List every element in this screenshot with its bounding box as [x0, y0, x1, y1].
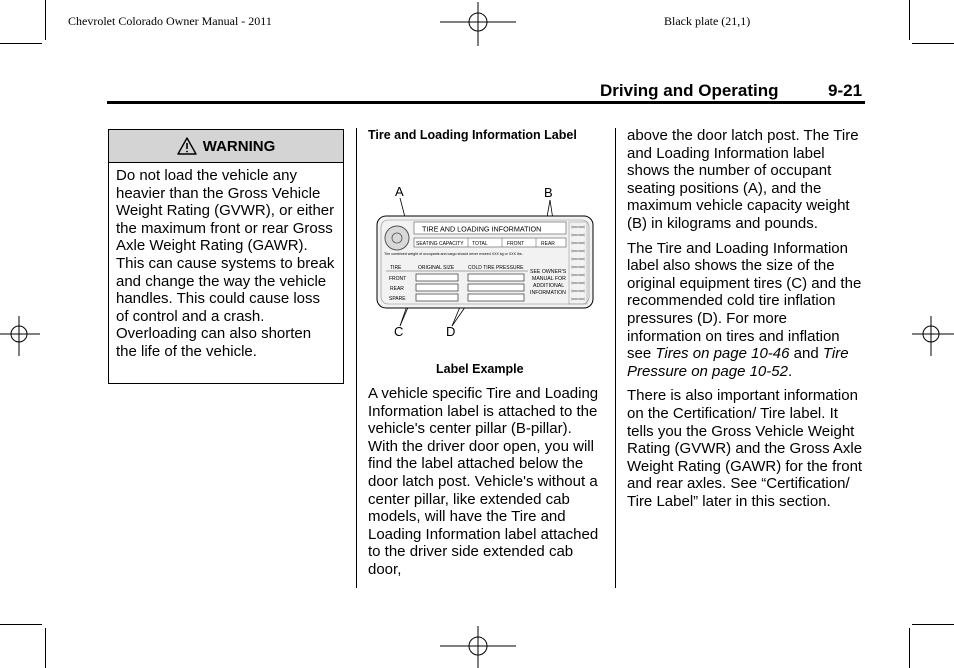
- middle-column-text: [368, 385, 604, 586]
- tires-page-link[interactable]: Tires on page 10-46: [655, 345, 790, 363]
- header-rule: [107, 101, 865, 104]
- row-rear: REAR: [390, 286, 404, 292]
- crop-mark: [909, 628, 910, 668]
- page-number: 9-21: [828, 81, 863, 100]
- crop-mark: [0, 624, 42, 625]
- see-manual-line-3: ADDITIONAL: [533, 283, 565, 289]
- callout-b: B: [544, 185, 553, 200]
- tire-pressure-page-link[interactable]: Tire Pressure on page 10-52: [627, 345, 849, 380]
- column-divider: [356, 128, 357, 588]
- callout-a: A: [395, 184, 404, 199]
- label-heading: TIRE AND LOADING INFORMATION: [422, 224, 542, 234]
- see-manual-line-4: INFORMATION: [530, 290, 566, 296]
- paragraph-2-end: .: [787, 362, 793, 380]
- right-column-text: [627, 127, 863, 517]
- col-cold-pressure: COLD TIRE PRESSURE: [468, 265, 524, 271]
- crop-mark: [0, 43, 42, 44]
- crop-mark: [45, 0, 46, 40]
- warning-header: [109, 130, 343, 163]
- paragraph-3: There is also important information on the Certification/ Tire label. It tells you the Gross Vehicle Weight Rating (GVWR) and the Gross Axle Weight Rating (GAWR) for the front and rear axles. See “Certification/ Tire Label” later in this section.: [627, 387, 863, 510]
- plate-label: Black plate (21,1): [664, 14, 751, 28]
- warning-triangle-icon: [177, 137, 197, 155]
- callout-d: D: [446, 324, 456, 339]
- see-manual-line-1: SEE OWNER'S: [530, 269, 567, 275]
- crop-mark: [912, 624, 954, 625]
- rear-seat-label: REAR: [541, 241, 555, 247]
- section-title: Driving and Operating: [600, 81, 779, 100]
- registration-mark-left: [0, 316, 40, 356]
- paragraph-2-and: and: [789, 345, 823, 363]
- paragraph: A vehicle specific Tire and Loading Information label is attached to the vehicle's center pillar (B-pillar). With the driver door open, you will find the label attached below the door latch post. Vehicle's without a center pillar, like extended cab models, will have the Tire and Loading Information label attached to the driver side extended cab door,: [368, 385, 599, 578]
- row-front: FRONT: [389, 276, 407, 282]
- combined-weight-note: The combined weight of occupants and cargo should never exceed XXX kg or XXX lbs.: [384, 252, 523, 256]
- warning-title: WARNING: [202, 137, 276, 155]
- row-spare: SPARE: [389, 296, 406, 302]
- registration-mark-top: [440, 2, 516, 46]
- col-tire: TIRE: [390, 265, 402, 271]
- manual-title: Chevrolet Colorado Owner Manual - 2011: [68, 14, 272, 28]
- col-original-size: ORIGINAL SIZE: [418, 265, 455, 271]
- paragraph-1: above the door latch post. The Tire and Loading Information label shows the number of occupant seating positions (A), and the maximum vehicle capacity weight (B) in kilograms and pounds.: [627, 127, 859, 232]
- figure-caption: Label Example: [436, 362, 524, 376]
- crop-mark: [45, 628, 46, 668]
- warning-box: [108, 129, 344, 384]
- total-label: TOTAL: [472, 241, 488, 247]
- crop-mark: [912, 43, 954, 44]
- registration-mark-bottom: [440, 626, 516, 668]
- paragraph-2: [627, 240, 863, 381]
- warning-text: Do not load the vehicle any heavier than the Gross Vehicle Weight Rating (GVWR), or either the maximum front or rear Gross Axle Weight Rating (GAWR). This can cause systems to break and change the way the vehicle handles. This could cause loss of control and a crash. Overloading can also shorten the life of the vehicle.: [116, 167, 335, 360]
- callout-c: C: [394, 324, 404, 339]
- figure-title: Tire and Loading Information Label: [368, 128, 577, 142]
- registration-mark-right: [912, 316, 954, 356]
- paragraph-2-text: The Tire and Loading Information label also shows the size of the original equipment tires (C) and the recommended cold tire inflation pressures (D). For more information on tires and inflation see: [627, 239, 862, 363]
- see-manual-line-2: MANUAL FOR: [532, 276, 566, 282]
- seating-capacity-label: SEATING CAPACITY: [416, 241, 464, 247]
- tire-label-illustration: [372, 180, 602, 340]
- column-divider: [615, 128, 616, 588]
- crop-mark: [909, 0, 910, 40]
- front-seat-label: FRONT: [507, 241, 525, 247]
